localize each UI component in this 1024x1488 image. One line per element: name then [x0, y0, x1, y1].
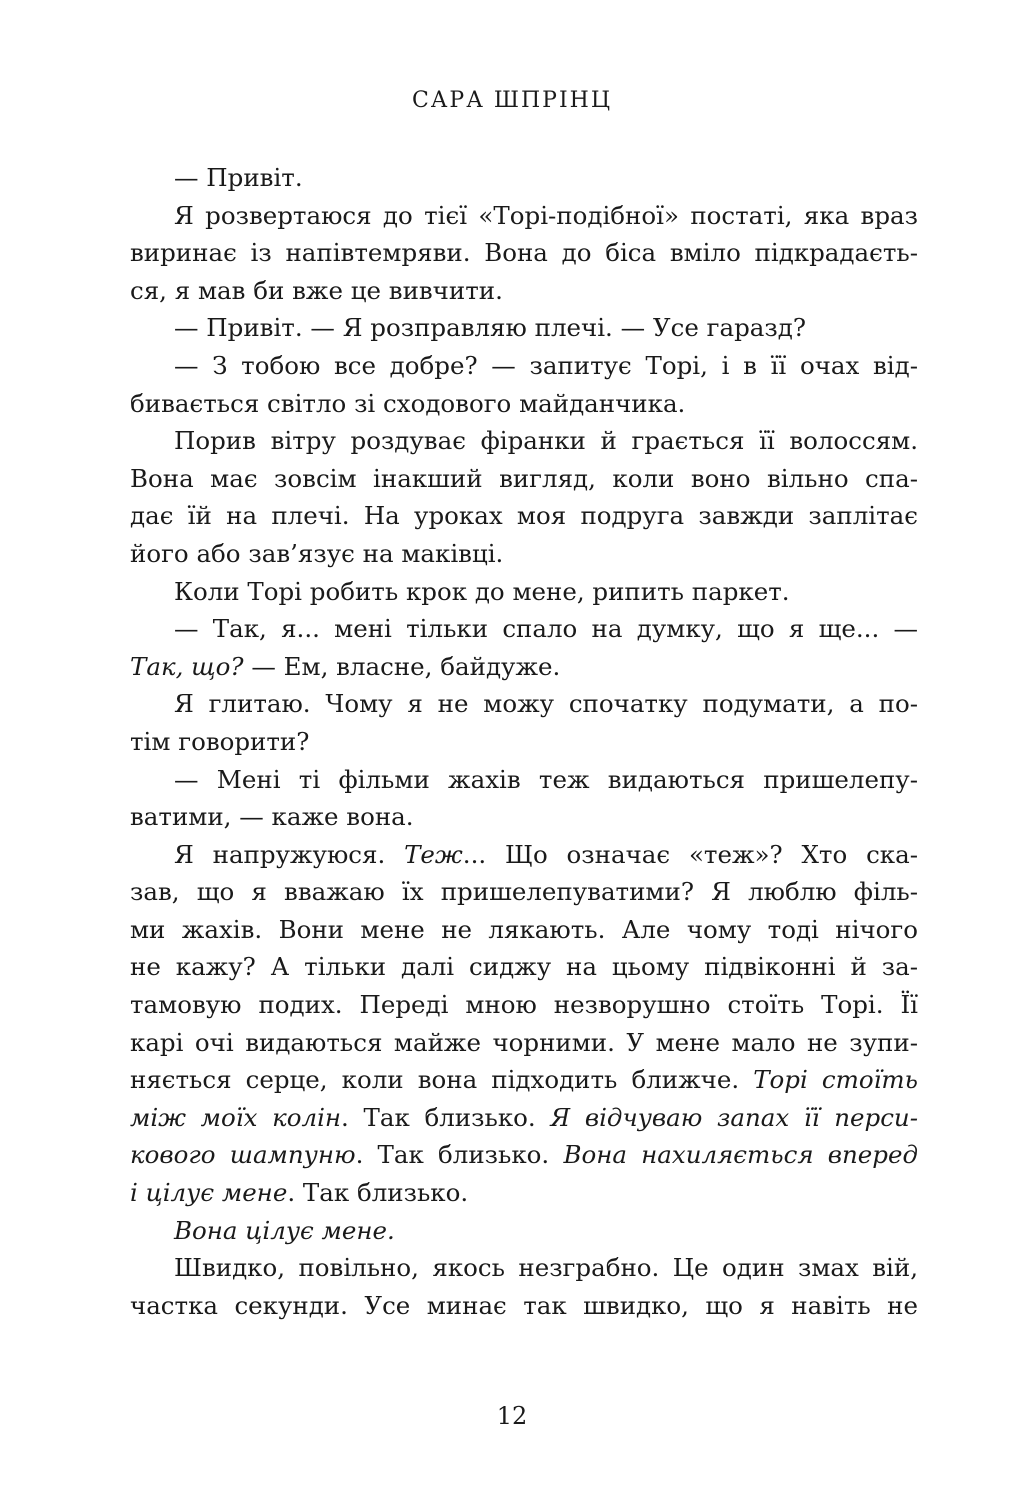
- text-line: [130, 1136, 918, 1174]
- running-head: САРА ШПРІНЦ: [411, 88, 613, 113]
- text-line: [130, 1061, 918, 1099]
- text-segment: не кажу? А тільки далі сиджу на цьому підвіконні й за-: [130, 952, 918, 982]
- text-segment: ватими, — каже вона.: [130, 802, 414, 832]
- text-line: [130, 798, 918, 836]
- italic-text: кового шампуню: [130, 1140, 356, 1170]
- text-segment: — Ем, власне, байдуже.: [243, 651, 561, 681]
- text-line: [130, 836, 918, 874]
- text-segment: няється серце, коли вона підходить ближче.: [130, 1065, 754, 1095]
- text-segment: частка секунди. Усе минає так швидко, що я навіть не: [130, 1290, 918, 1320]
- text-line: [130, 986, 918, 1024]
- italic-text: Теж: [404, 839, 463, 869]
- text-line: [130, 911, 918, 949]
- text-line: [130, 1024, 918, 1062]
- text-line: [130, 385, 918, 423]
- text-segment: ся, я мав би вже це вивчити.: [130, 275, 503, 305]
- text-segment: — Привіт. — Я розправляю плечі. — Усе гаразд?: [174, 313, 806, 343]
- text-line: [130, 1212, 918, 1250]
- text-line: [130, 197, 918, 235]
- italic-text: Так, що?: [130, 651, 244, 681]
- text-segment: — Так, я... мені тільки спало на думку, що я ще... —: [174, 614, 918, 644]
- text-line: [130, 873, 918, 911]
- text-line: [130, 610, 918, 648]
- text-segment: Швидко, повільно, якось незграбно. Це один змах вій,: [174, 1253, 918, 1283]
- text-segment: зав, що я вважаю їх пришелепуватими? Я люблю філь-: [130, 877, 918, 907]
- page-number: 12: [496, 1402, 528, 1430]
- text-line: [130, 159, 918, 197]
- text-line: [130, 573, 918, 611]
- italic-text: Вона цілує мене.: [174, 1215, 395, 1245]
- text-line: [130, 948, 918, 986]
- italic-text: і цілує мене: [130, 1178, 288, 1208]
- text-segment: . Так близько.: [355, 1140, 564, 1170]
- italic-text: Вона нахиляється вперед: [563, 1140, 918, 1170]
- text-line: [130, 723, 918, 761]
- text-line: [130, 234, 918, 272]
- text-segment: ми жахів. Вони мене не лякають. Але чому тоді нічого: [130, 914, 918, 944]
- text-segment: карі очі видаються майже чорними. У мене мало не зупи-: [130, 1027, 918, 1057]
- text-line: [130, 1099, 918, 1137]
- text-segment: тім говорити?: [130, 726, 310, 756]
- text-segment: бивається світло зі сходового майданчика.: [130, 388, 686, 418]
- text-segment: Я розвертаюся до тієї «Торі-подібної» постаті, яка враз: [174, 200, 918, 230]
- body-text: [130, 159, 918, 1324]
- text-segment: . Так близько.: [341, 1102, 551, 1132]
- text-segment: Я глитаю. Чому я не можу спочатку подумати, а по-: [174, 689, 918, 719]
- text-line: [130, 1287, 918, 1325]
- italic-text: Торі стоїть: [753, 1065, 918, 1095]
- text-line: [130, 761, 918, 799]
- text-line: [130, 685, 918, 723]
- text-segment: Порив вітру роздуває фіранки й грається її волоссям.: [174, 426, 918, 456]
- text-line: [130, 272, 918, 310]
- text-segment: Коли Торі робить крок до мене, рипить паркет.: [174, 576, 790, 606]
- italic-text: Я відчуваю запах її перси-: [550, 1102, 918, 1132]
- text-segment: ... Що означає «теж»? Хто ска-: [462, 839, 918, 869]
- italic-text: між моїх колін: [130, 1102, 342, 1132]
- text-segment: виринає із напівтемряви. Вона до біса вміло підкрадаєть-: [130, 238, 918, 268]
- text-line: [130, 1249, 918, 1287]
- text-segment: . Так близько.: [287, 1178, 469, 1208]
- text-segment: — Привіт.: [174, 163, 303, 192]
- text-line: [130, 497, 918, 535]
- text-line: [130, 347, 918, 385]
- text-segment: Вона має зовсім інакший вигляд, коли воно вільно спа-: [130, 463, 918, 493]
- text-line: [130, 535, 918, 573]
- text-line: [130, 648, 918, 686]
- text-segment: тамовую подих. Переді мною незворушно стоїть Торі. Її: [130, 990, 918, 1020]
- text-segment: його або зав’язує на маківці.: [130, 538, 504, 568]
- text-segment: дає їй на плечі. На уроках моя подруга завжди заплітає: [130, 501, 918, 531]
- text-segment: — Мені ті фільми жахів теж видаються пришелепу-: [174, 764, 918, 794]
- text-segment: — З тобою все добре? — запитує Торі, і в її очах від-: [174, 350, 918, 380]
- text-line: [130, 309, 918, 347]
- text-line: [130, 460, 918, 498]
- text-segment: Я напружуюся.: [174, 839, 405, 869]
- text-line: [130, 1174, 918, 1212]
- text-line: [130, 422, 918, 460]
